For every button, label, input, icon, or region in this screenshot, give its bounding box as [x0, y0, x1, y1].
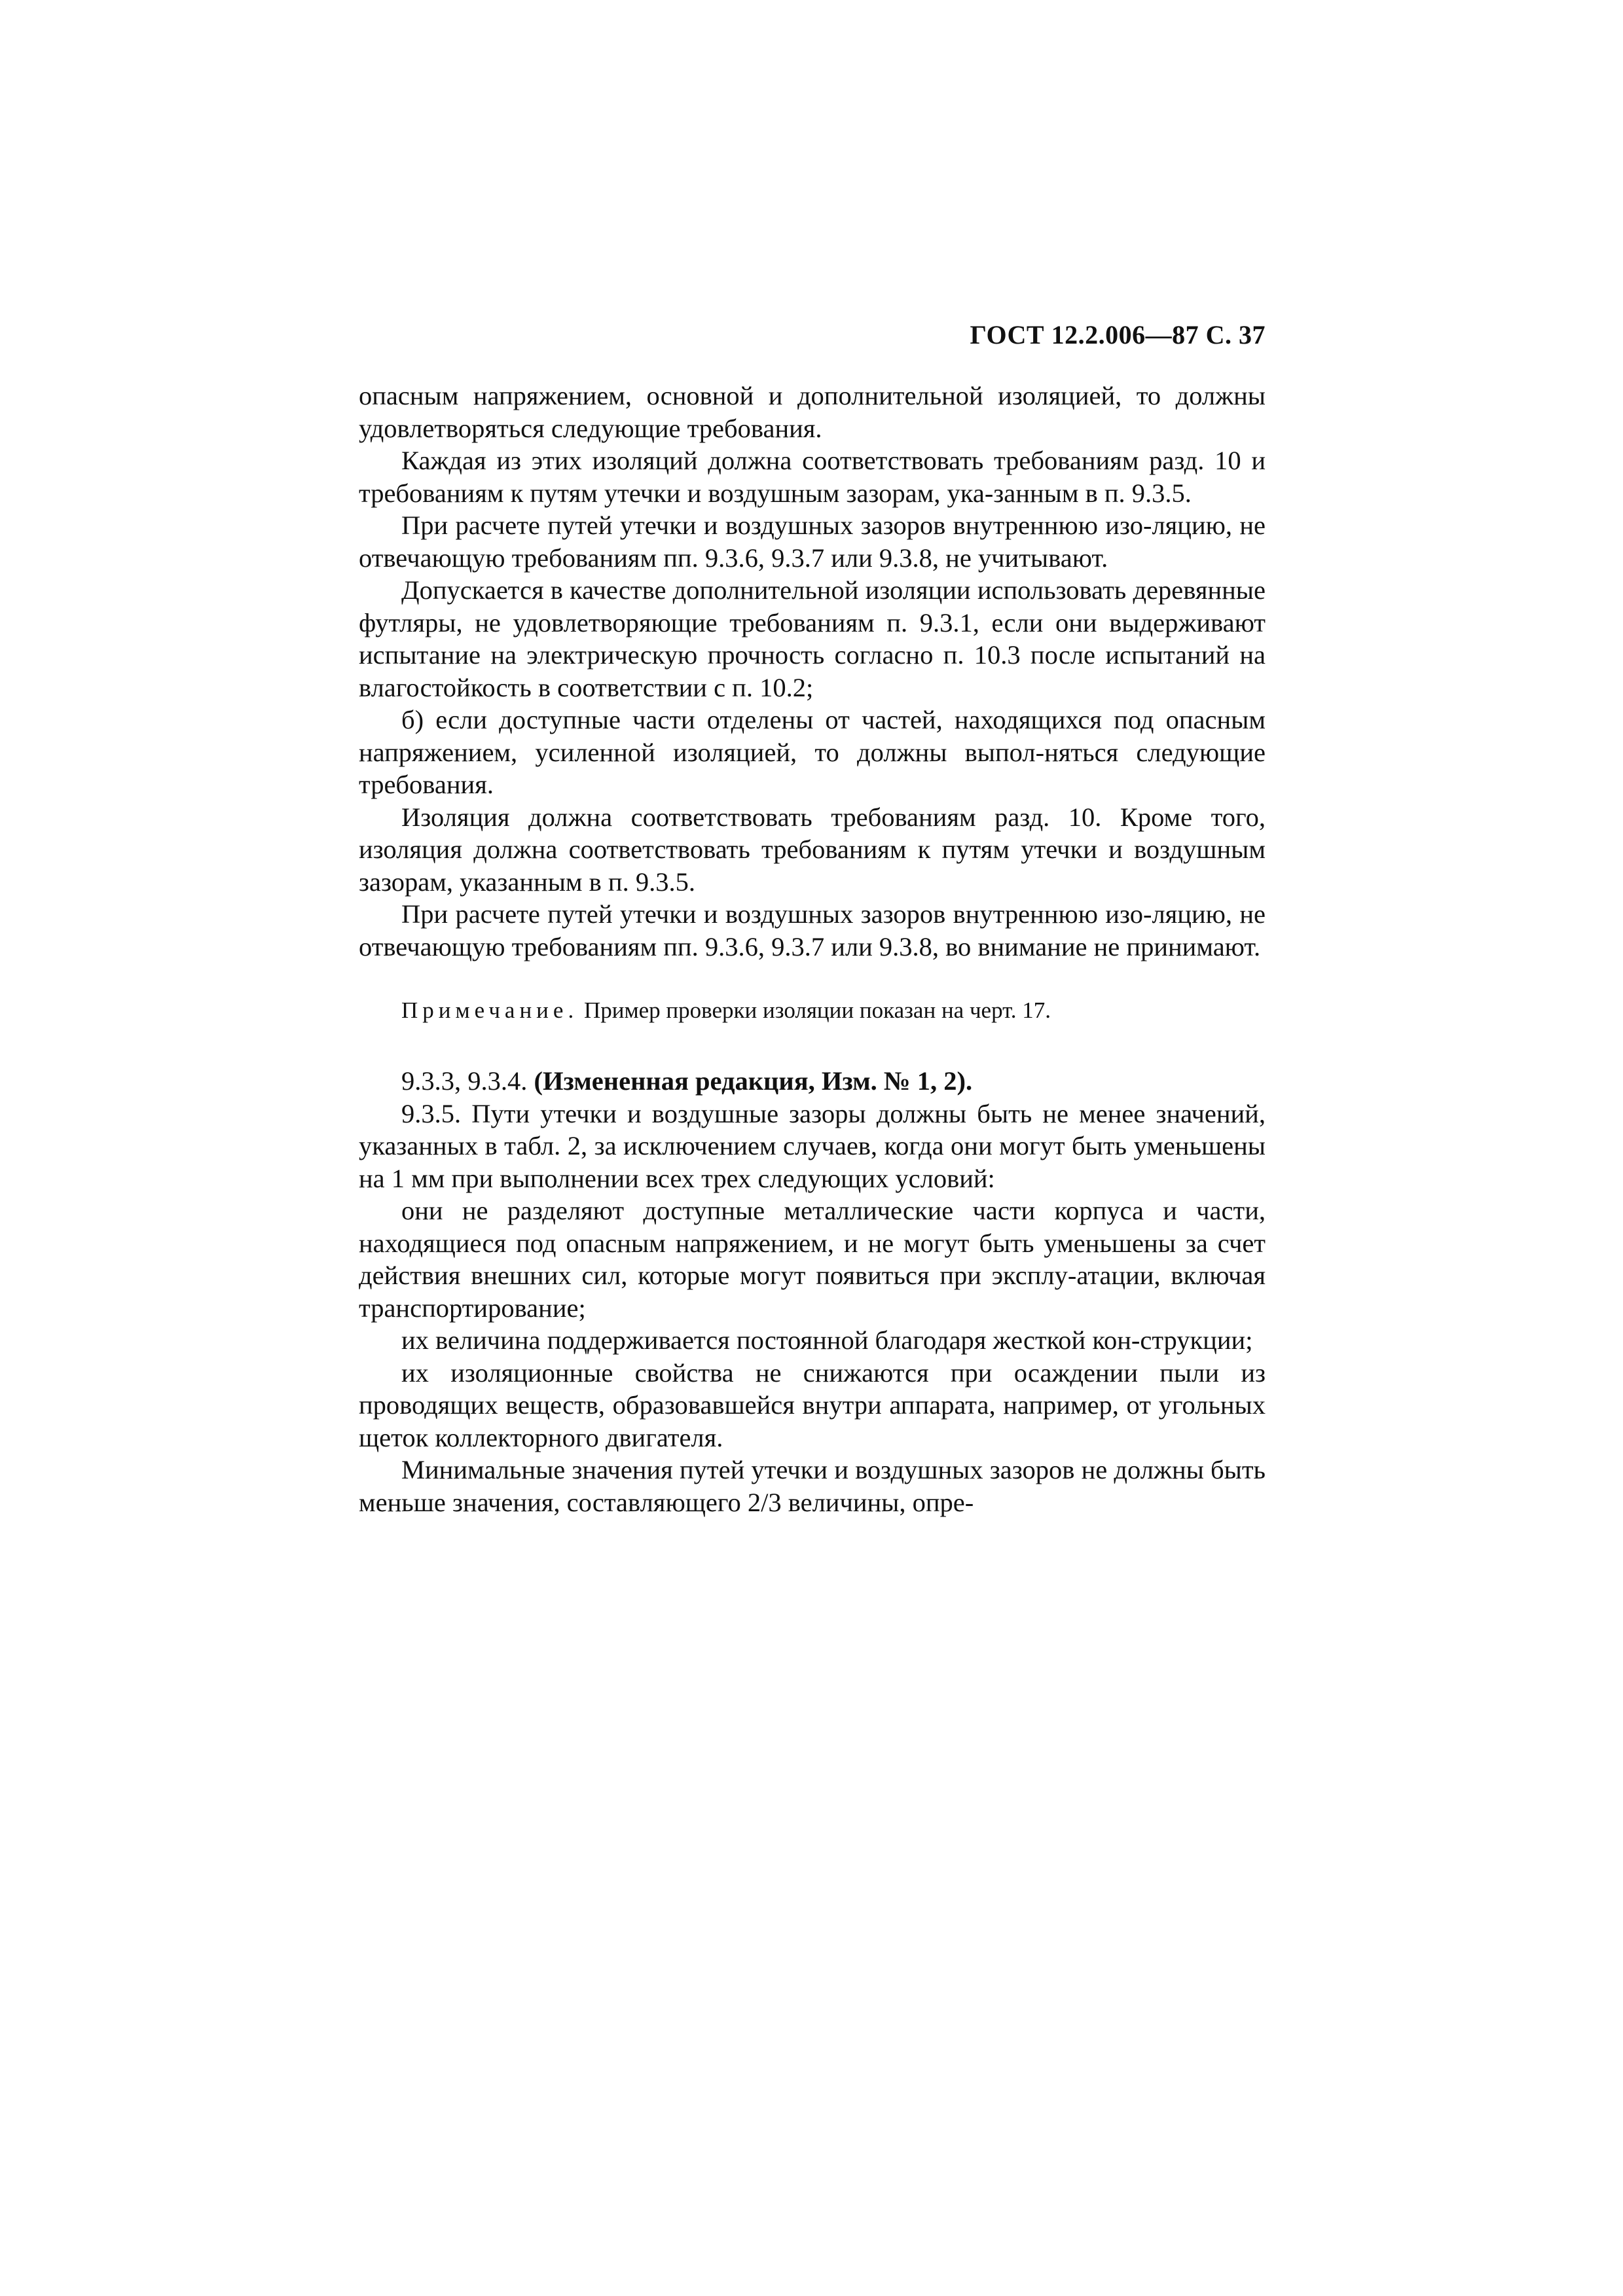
paragraph-6: Изоляция должна соответствовать требованиям разд. 10. Кроме того, изоляция должна соответствовать требованиям к путям утечки и воздушным зазорам, указанным в п. 9.3.5.	[359, 802, 1266, 897]
paragraph-10: их величина поддерживается постоянной благодаря жесткой кон-струкции;	[401, 1325, 1253, 1355]
paragraph-9: они не разделяют доступные металлические части корпуса и части, находящиеся под опасным напряжением, и не могут быть уменьшены за счет действия внешних сил, которые могут появиться при эксплу-атации, включая транспортирование;	[359, 1196, 1266, 1323]
page-header: ГОСТ 12.2.006—87 С. 37	[970, 320, 1266, 350]
note-label: Примечание.	[401, 997, 579, 1023]
paragraph-11: их изоляционные свойства не снижаются при осаждении пыли из проводящих веществ, образовавшейся внутри аппарата, например, от угольных щеток коллекторного двигателя.	[359, 1357, 1266, 1452]
paragraph-12: Минимальные значения путей утечки и воздушных зазоров не должны быть меньше значения, составляющего 2/3 величины, опре-	[359, 1455, 1266, 1517]
paragraph-7: При расчете путей утечки и воздушных зазоров внутреннюю изо-ляцию, не отвечающую требованиям пп. 9.3.6, 9.3.7 или 9.3.8, во внимание не принимают.	[359, 899, 1266, 961]
document-body	[359, 380, 1266, 1518]
paragraph-8: 9.3.5. Пути утечки и воздушные зазоры должны быть не менее значений, указанных в табл. 2, за исключением случаев, когда они могут быть уменьшены на 1 мм при выполнении всех трех следующих условий:	[359, 1098, 1266, 1193]
paragraph-3: При расчете путей утечки и воздушных зазоров внутреннюю изо-ляцию, не отвечающую требованиям пп. 9.3.6, 9.3.7 или 9.3.8, не учитывают.	[359, 511, 1266, 573]
paragraph-2: Каждая из этих изоляций должна соответствовать требованиям разд. 10 и требованиям к путям утечки и воздушным зазорам, ука-занным в п. 9.3.5.	[359, 446, 1266, 508]
amendment-bold: (Измененная редакция, Изм. № 1, 2).	[534, 1066, 973, 1096]
amendment-prefix: 9.3.3, 9.3.4.	[401, 1066, 534, 1096]
amendment-line	[359, 1065, 1266, 1098]
paragraph-4: Допускается в качестве дополнительной изоляции использовать деревянные футляры, не удовлетворяющие требованиям п. 9.3.1, если они выдерживают испытание на электрическую прочность согласно п. 10.3 после испытаний на влагостойкость в соответствии с п. 10.2;	[359, 575, 1266, 702]
note	[359, 996, 1266, 1026]
paragraph-5: б) если доступные части отделены от частей, находящихся под опасным напряжением, усиленной изоляцией, то должны выпол-няться следующие требования.	[359, 705, 1266, 799]
note-text: Пример проверки изоляции показан на черт. 17.	[578, 997, 1051, 1023]
paragraph-1: опасным напряжением, основной и дополнительной изоляцией, то должны удовлетворяться следующие требования.	[359, 381, 1266, 443]
